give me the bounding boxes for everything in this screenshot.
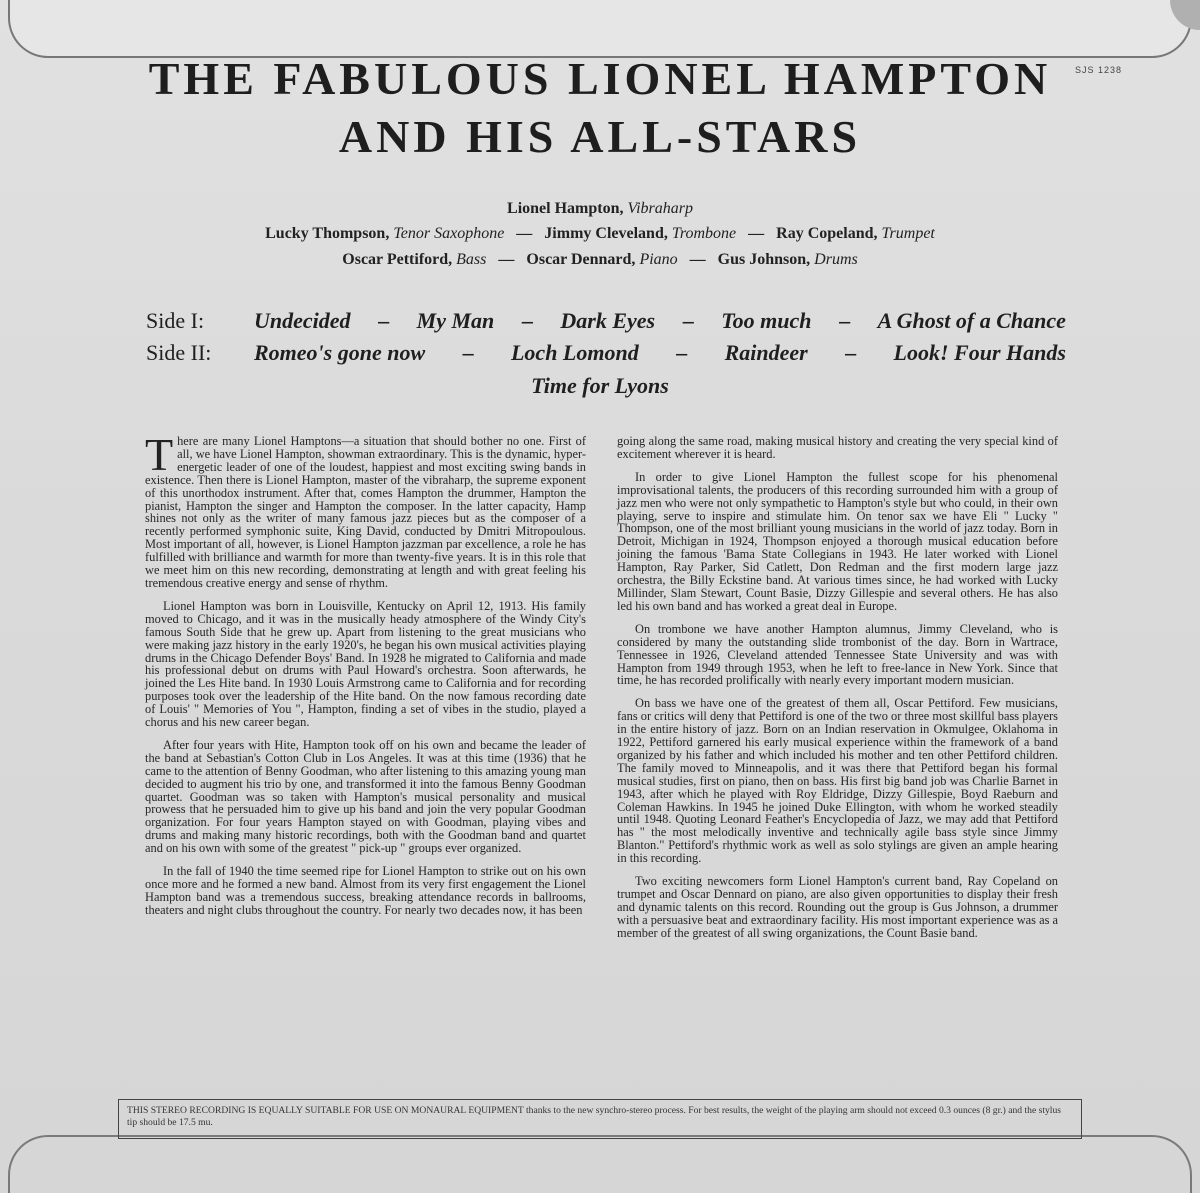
drop-cap: T [145, 429, 174, 480]
musician-name: Ray Copeland, [776, 225, 878, 242]
catalog-number: SJS 1238 [1074, 65, 1122, 75]
sleeve-top-fold [8, 0, 1192, 58]
musician-instrument: Vibraharp [627, 200, 693, 217]
musician-name: Gus Johnson, [717, 251, 811, 268]
musician-name: Oscar Dennard, [526, 251, 636, 268]
musician-instrument: Drums [814, 251, 858, 268]
musician-instrument: Piano [639, 251, 678, 268]
track-title: Romeo's gone now [254, 340, 426, 365]
track-title: Dark Eyes [560, 308, 656, 333]
musician-instrument: Tenor Saxophone [393, 225, 505, 242]
track-separator: – [845, 340, 857, 365]
side-2-tracks [254, 340, 1066, 366]
track-separator: – [521, 308, 533, 333]
track-title: Too much [721, 308, 812, 333]
liner-paragraph-text: here are many Lionel Hamptons—a situation that should bother no one. First of all, we have Lionel Hampton, showman extraordinary. This is the dynamic, hyper-energetic leader of one of the loudest, happiest and most exciting swing bands in existence. Then there is Lionel Hampton, master of the vibraharp, the supreme exponent of this unorthodox instrument. After that, comes Hampton the drummer, Hampton the pianist, Hampton the singer and Hampton the composer. In the latter capacity, Hamp shines not only as the writer of many famous jazz pieces but as the composer of a recently performed symphonic suite, King David, conducted by Dmitri Mitropoulous. Most important of all, however, is Lionel Hampton jazzman par excellence, a role he has fulfilled with brilliance and warmth for more than twenty-five years. It is in this role that we meet him on this new recording, demonstrating at length and with great feeling his tremendous creative energy and sense of rhythm. [145, 434, 586, 590]
track-separator: – [676, 340, 688, 365]
liner-paragraph: going along the same road, making musical history and creating the very special kind of excitement wherever it is heard. [617, 434, 1058, 461]
liner-paragraph: Lionel Hampton was born in Louisville, Kentucky on April 12, 1913. His family moved to Chicago, and it was in the musically heady atmosphere of the Windy City's famous South Side that he grew up. Apart from listening to the great musicians who were making jazz history in the early 1920's, he began his own musical activities playing drums in the Chicago Defender Boys' Band. In 1928 he migrated to California and made his professional debut on drums with Paul Howard's orchestra. Soon afterwards, he joined the Les Hite band. In 1930 Louis Armstrong came to California and for recording purposes took over the leadership of the Hite band. On the now famous recording date of Louis' " Memories of You ", Hampton, finding a set of vibes in the studio, played a chorus and his new career began. [145, 598, 586, 730]
liner-paragraph [145, 429, 586, 590]
sleeve-bottom-fold [8, 1135, 1192, 1193]
liner-paragraph: On trombone we have another Hampton alumnus, Jimmy Cleveland, who is considered by many the outstanding slide trombonist of the day. Born in Wartrace, Tennessee in 1926, Cleveland attended Tennessee State University and was with Hampton from 1949 through 1953, when he left to free-lance in New York. Since that time, he has recorded prolifically with nearly every important modern musician. [617, 621, 1058, 688]
track-separator: – [378, 308, 390, 333]
track-title-continued: Time for Lyons [531, 373, 669, 398]
track-separator: – [682, 308, 694, 333]
separator: — [516, 225, 533, 242]
separator: — [689, 251, 706, 268]
side-2-label: Side II: [146, 340, 212, 365]
liner-paragraph: On bass we have one of the greatest of them all, Oscar Pettiford. Few musicians, fans or critics will deny that Pettiford is one of the two or three most skillful bass players in the entire history of jazz. Born on an Indian reservation in Okmulgee, Oklahoma in 1922, Pettiford garnered his early musical experience within the framework of a band organized by his father and which included his mother and ten other Pettiford children. The family moved to Minneapolis, and it was there that Pettiford began his formal musical studies, first on piano, then on bass. His first big band job was Charlie Barnet in 1943, after which he played with Roy Eldridge, Dizzy Gillespie, Boyd Raeburn and Coleman Hawkins. In 1945 he joined Duke Ellington, with whom he worked steadily until 1948. Quoting Leonard Feather's Encyclopedia of Jazz, we may add that Pettiford has " the most melodically inventive and technically agile bass style since Jimmy Blanton." Pettiford's rhythmic work as well as solo stylings are given an ample hearing in this recording. [617, 696, 1058, 866]
stereo-compatibility-note: THIS STEREO RECORDING IS EQUALLY SUITABLE FOR USE ON MONAURAL EQUIPMENT thanks to the new synchro-stereo process. For best results, the weight of the playing arm should not exceed 0.3 ounces (8 gr.) and the stylus tip should be 17.5 mu. [118, 1099, 1082, 1139]
musician-name: Oscar Pettiford, [342, 251, 453, 268]
album-title-line-2: AND HIS ALL-STARS [338, 111, 862, 162]
album-title-line-1: THE FABULOUS LIONEL HAMPTON [148, 53, 1052, 104]
track-title: Loch Lomond [510, 340, 639, 365]
liner-paragraph: Two exciting newcomers form Lionel Hampton's current band, Ray Copeland on trumpet and Oscar Dennard on piano, are also given opportunities to display their fresh and dynamic talents on this record. Rounding out the group is Gus Johnson, a drummer with a persuasive beat and extraordinary facility. His most important experience was as a member of the greatest of all swing organizations, the Count Basie band. [617, 874, 1058, 940]
track-listing [146, 308, 1066, 372]
track-separator: – [839, 308, 851, 333]
separator: — [498, 251, 515, 268]
track-title: My Man [416, 308, 495, 333]
liner-paragraph: In order to give Lionel Hampton the fullest scope for his phenomenal improvisational talents, the producers of this recording surrounded him with a group of jazz men who were not only sympathetic to Hampton's style but who could, in their own playing, serve to inspire and stimulate him. On tenor sax we have Eli " Lucky " Thompson, one of the most brilliant young musicians in the world of jazz today. Born in Detroit, Michigan in 1924, Thompson enjoyed a thorough musical education before joining the famous 'Bama State Collegians in 1943. He later worked with Lionel Hampton, Ray Parker, Sid Catlett, Don Redman and the first modern large jazz orchestra, the Billy Eckstine band. At various times since, he had worked with Lucky Millinder, Slam Stewart, Count Basie, Dizzy Gillespie and several others. He has also led his own band and has worked a great deal in Europe. [617, 469, 1058, 613]
track-separator: – [462, 340, 474, 365]
side-1-label: Side I: [146, 308, 205, 333]
liner-paragraph: In the fall of 1940 the time seemed ripe for Lionel Hampton to strike out on his own once more and he formed a new band. Almost from its very first engagement the Lionel Hampton band was a tremendous success, breaking attendance records in ballrooms, theaters and night clubs throughout the country. For nearly two decades now, it has been [145, 864, 586, 917]
track-title: Look! Four Hands [893, 340, 1066, 365]
musician-name: Lionel Hampton, [507, 200, 624, 217]
liner-notes-right-column [617, 435, 1058, 950]
track-title: Undecided [254, 308, 351, 333]
side-1-tracks [254, 308, 1066, 334]
liner-paragraph: After four years with Hite, Hampton took off on his own and became the leader of the band at Sebastian's Cotton Club in Los Angeles. It was at this time (1936) that he came to the attention of Benny Goodman, who after listening to this amazing young man decided to augment his trio by one, and transformed it into the famous Benny Goodman quartet. Goodman was so taken with Hampton's musical personality and musical prowess that he persuaded him to give up his band and join the very popular Goodman organization. For four years Hampton stayed on with Goodman, playing vibes and drums and making many historic recordings, both with the Goodman band and quartet and on his own with some of the greatest " pick-up " groups ever organized. [145, 737, 586, 856]
musician-instrument: Bass [456, 251, 487, 268]
musician-instrument: Trumpet [881, 225, 935, 242]
musician-name: Lucky Thompson, [265, 225, 390, 242]
side-1-row [146, 308, 1066, 340]
personnel-row-3 [0, 251, 1200, 269]
side-2-row [146, 340, 1066, 372]
musician-instrument: Trombone [671, 225, 737, 242]
personnel-row-2 [0, 225, 1200, 243]
personnel-row-1 [0, 200, 1200, 218]
track-title: Raindeer [724, 340, 808, 365]
liner-notes-left-column [145, 429, 586, 927]
separator: — [748, 225, 765, 242]
musician-name: Jimmy Cleveland, [544, 225, 668, 242]
track-title: A Ghost of a Chance [877, 308, 1066, 333]
